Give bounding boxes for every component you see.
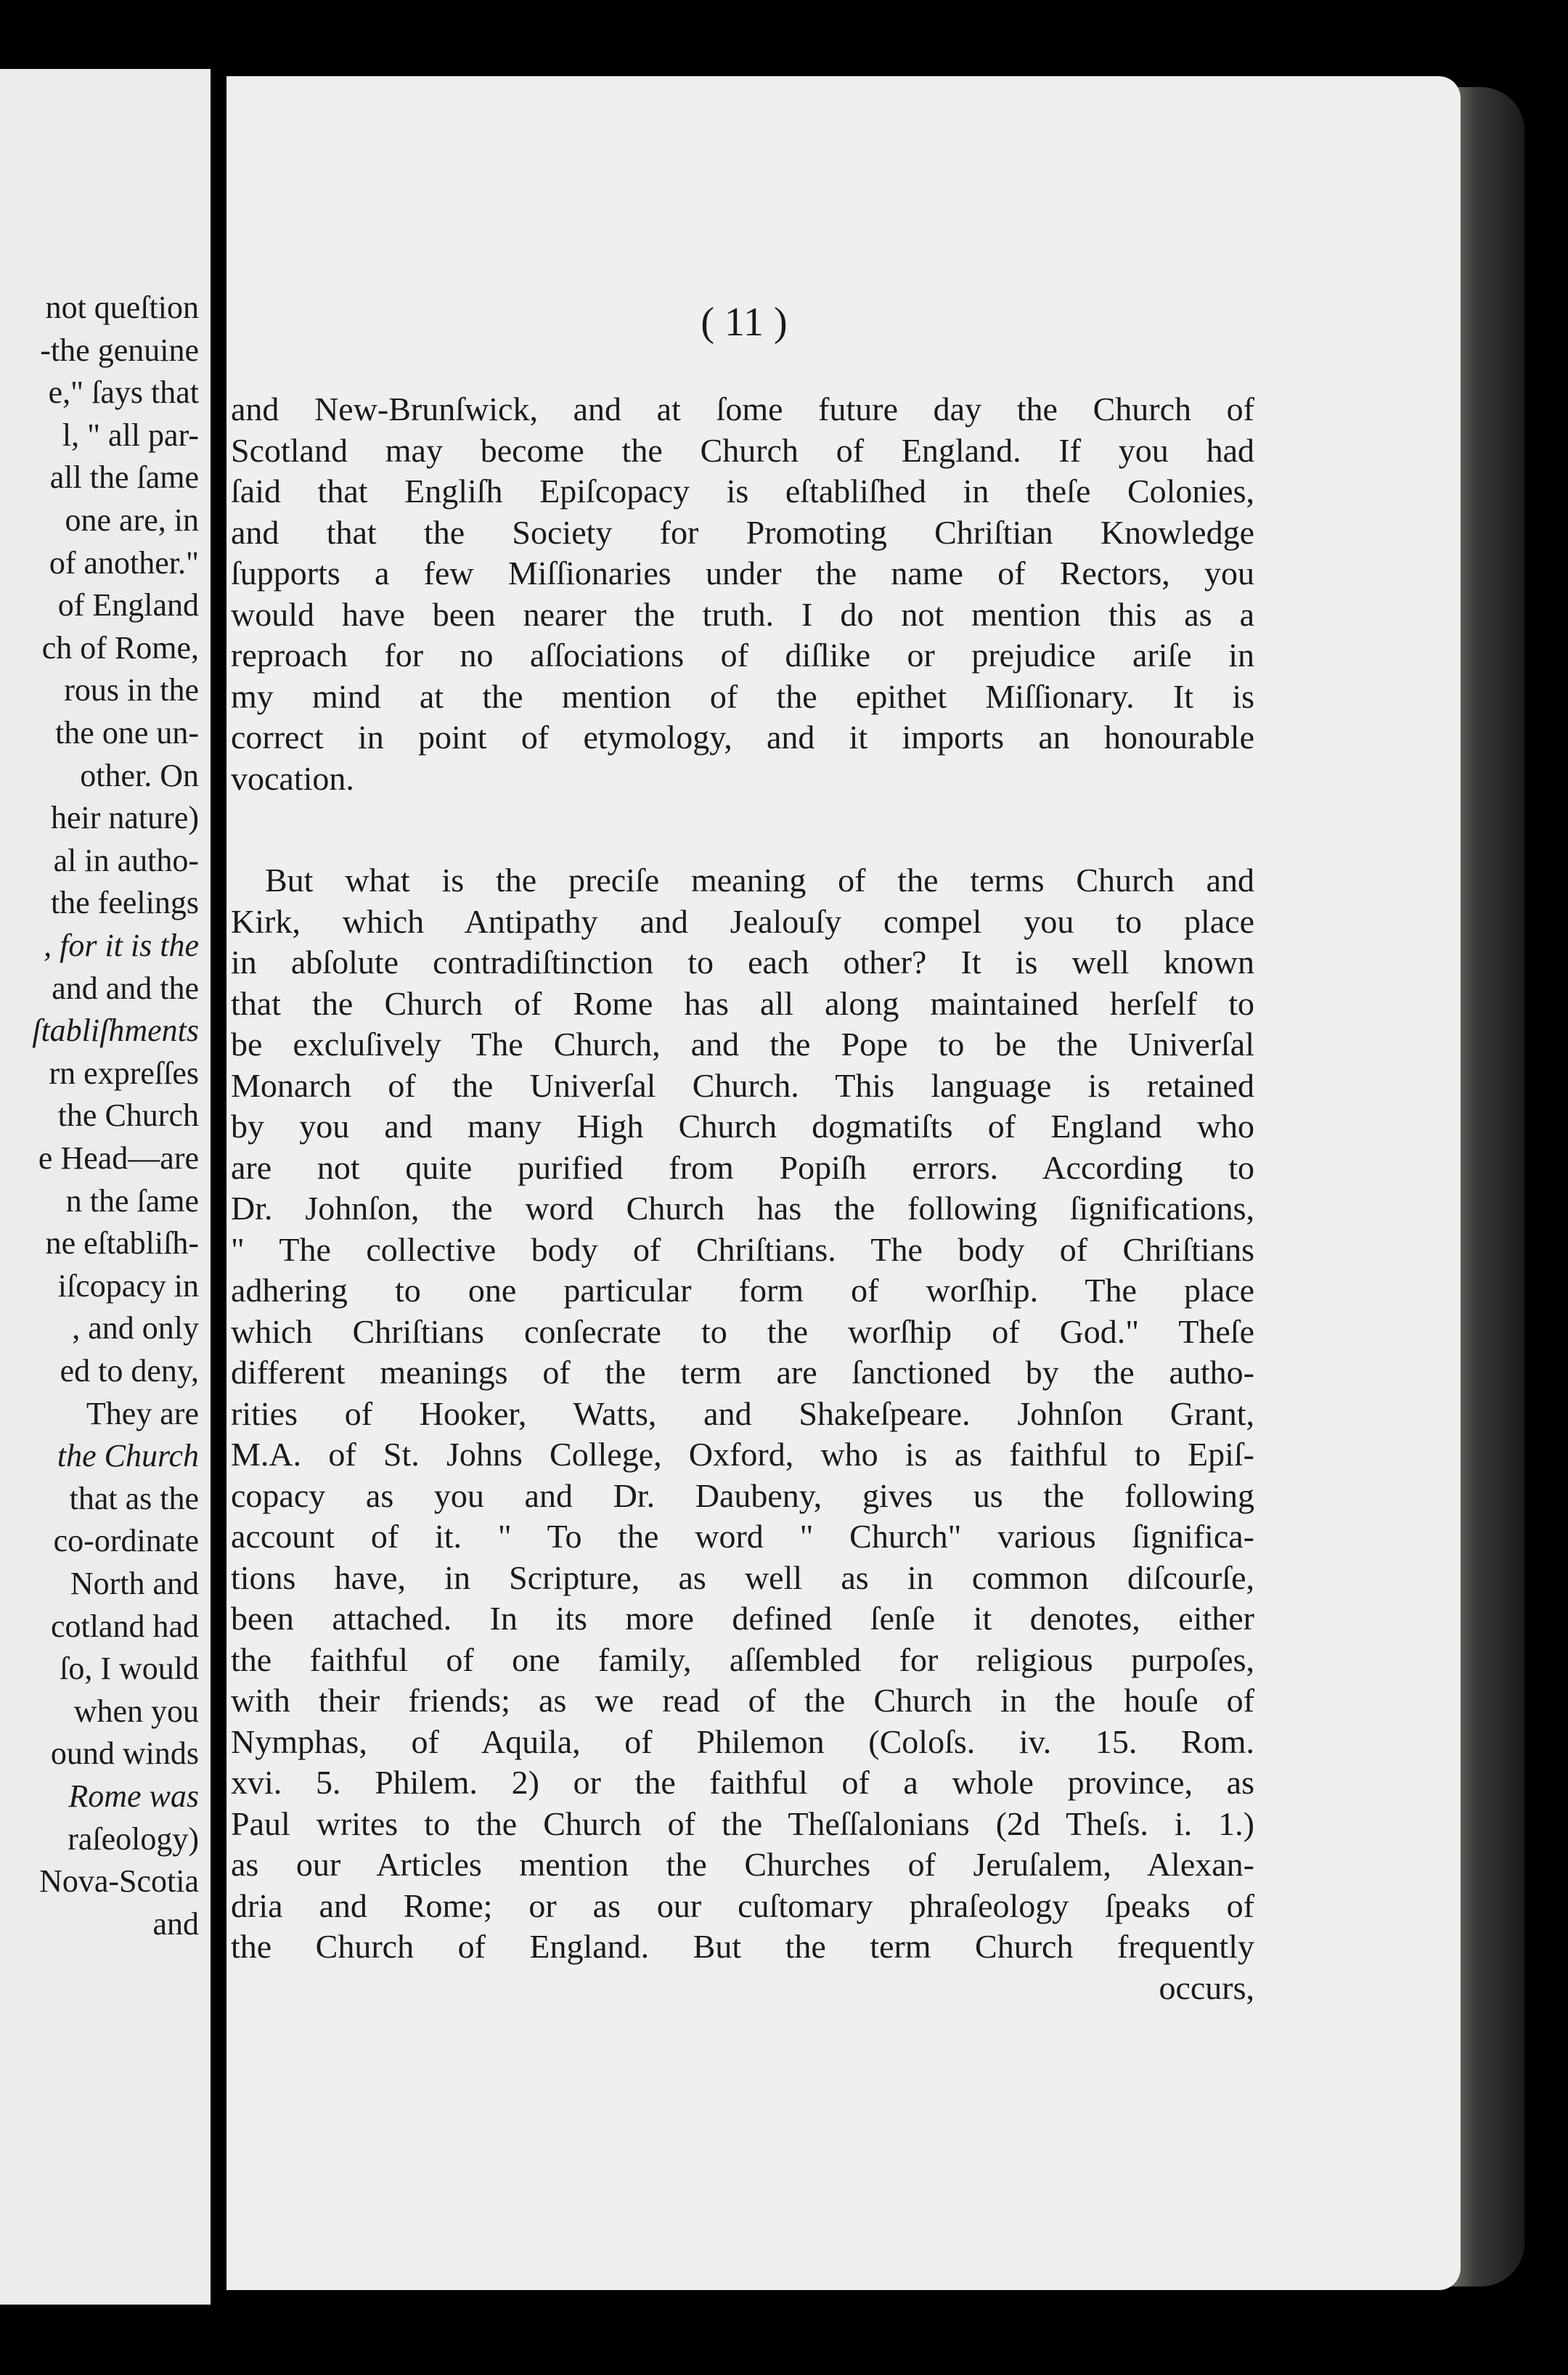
left-page-line: l, " all par- (62, 417, 199, 453)
body-text-line: my mind at the mention of the epithet Miſſionary. It is (231, 677, 1254, 715)
left-page-line: -the genuine (40, 332, 199, 368)
page-number-header: ( 11 ) (701, 300, 788, 345)
body-text-line: copacy as you and Dr. Daubeny, gives us the following (231, 1476, 1254, 1514)
left-page-line: ne eſtabliſh- (45, 1225, 199, 1262)
body-text-line: ſupports a few Miſſionaries under the name of Rectors, you (231, 555, 1254, 592)
left-page-line: ch of Rome, (41, 629, 199, 666)
left-page-line: cotland had (50, 1608, 199, 1644)
body-text-line: are not quite purified from Popiſh errors. According to (231, 1148, 1254, 1186)
body-text-line: and New-Brunſwick, and at ſome future day the Church of (231, 391, 1254, 428)
body-text-line: ſaid that Engliſh Epiſcopacy is eſtabliſhed in theſe Colonies, (231, 473, 1254, 510)
body-text-line: reproach for no aſſociations of diſlike or prejudice ariſe in (231, 637, 1254, 674)
left-page-line: They are (86, 1395, 199, 1431)
left-page-line: all the ſame (49, 459, 199, 496)
left-page-line: the Church (57, 1097, 199, 1134)
left-page-line: , and only (72, 1310, 199, 1346)
left-page-line: , for it is the (44, 928, 199, 963)
left-page-line: ſo, I would (60, 1651, 199, 1687)
left-page-line: e," ſays that (48, 375, 199, 411)
body-text-line: account of it. " To the word " Church" various ſignifica- (231, 1518, 1254, 1555)
left-page-line: iſcopacy in (57, 1267, 199, 1304)
body-text-line: Scotland may become the Church of England. If you had (231, 431, 1254, 469)
body-text-line: vocation. (231, 759, 354, 797)
body-text-line: correct in point of etymology, and it imports an honourable (231, 719, 1254, 756)
body-text-line: that the Church of Rome has all along maintained herſelf to (231, 984, 1254, 1022)
body-text-line: occurs, (1159, 1969, 1254, 2006)
body-text-line: M.A. of St. Johns College, Oxford, who is as faithful to Epiſ- (231, 1436, 1254, 1473)
body-text-line: " The collective body of Chriſtians. The body of Chriſtians (231, 1230, 1254, 1268)
left-page-line: not queſtion (45, 290, 199, 325)
body-text-line: adhering to one particular form of worſhip. The place (231, 1272, 1254, 1309)
left-page-line: ſtabliſhments (32, 1013, 199, 1049)
left-page-line: when you (73, 1693, 199, 1729)
left-page-line: of another." (49, 544, 199, 581)
body-text-line: the Church of England. But the term Church frequently (231, 1928, 1254, 1965)
body-text-line: been attached. In its more defined ſenſe it denotes, either (231, 1600, 1254, 1637)
left-page-line: of England (57, 587, 199, 624)
left-page-line: heir nature) (51, 800, 199, 836)
left-page-line: Rome was (68, 1778, 199, 1814)
left-page-line: rous in the (64, 672, 199, 708)
body-text-line: with their friends; as we read of the Church in the houſe of (231, 1682, 1254, 1719)
body-text-line: by you and many High Church dogmatiſts of England who (231, 1108, 1254, 1145)
left-page-line: one are, in (65, 502, 199, 538)
left-page-line: raſeology) (68, 1820, 199, 1857)
body-text-line: xvi. 5. Philem. 2) or the faithful of a whole province, as (231, 1764, 1254, 1801)
body-text-line: would have been nearer the truth. I do not mention this as a (231, 595, 1254, 633)
left-page-line: n the ſame (65, 1182, 199, 1219)
left-page-line: co-ordinate (53, 1523, 199, 1559)
left-page-line: the Church (57, 1438, 199, 1474)
body-text-line: Kirk, which Antipathy and Jealouſy compel you to place (231, 902, 1254, 940)
left-page-line: and and the (52, 970, 199, 1006)
left-page-line: North and (70, 1566, 199, 1601)
left-page-line: al in autho- (53, 842, 199, 878)
left-page-line: ed to deny, (60, 1353, 199, 1389)
body-text-line: be excluſively The Church, and the Pope to be the Univerſal (231, 1026, 1254, 1063)
left-page (0, 69, 211, 2305)
left-page-line: other. On (80, 757, 199, 793)
body-text-line: the faithful of one family, aſſembled for religious purpoſes, (231, 1640, 1254, 1678)
left-page-line: rn expreſſes (49, 1055, 199, 1091)
left-page-line: the one un- (55, 715, 199, 751)
body-text-line: tions have, in Scripture, as well as in common diſcourſe, (231, 1558, 1254, 1596)
body-text-line: different meanings of the term are ſanctioned by the autho- (231, 1354, 1254, 1391)
body-text-line: and that the Society for Promoting Chriſtian Knowledge (231, 513, 1254, 551)
left-page-line: Nova-Scotia (39, 1863, 199, 1900)
body-text-line: as our Articles mention the Churches of Jeruſalem, Alexan- (231, 1846, 1254, 1883)
left-page-line: the feelings (50, 885, 199, 921)
body-text-line: rities of Hooker, Watts, and Shakeſpeare. Johnſon Grant, (231, 1394, 1254, 1432)
body-text-line: Dr. Johnſon, the word Church has the following ſignifications, (231, 1190, 1254, 1227)
left-page-line: e Head—are (38, 1140, 199, 1176)
left-page-line: and (152, 1905, 199, 1942)
body-text-line: But what is the preciſe meaning of the terms Church and (265, 862, 1254, 899)
body-text-line: which Chriſtians conſecrate to the worſhip of God." Theſe (231, 1312, 1254, 1350)
body-text-line: dria and Rome; or as our cuſtomary phraſeology ſpeaks of (231, 1886, 1254, 1924)
body-text-line: Monarch of the Univerſal Church. This language is retained (231, 1066, 1254, 1104)
left-page-line: that as the (69, 1480, 199, 1516)
body-text-line: Nymphas, of Aquila, of Philemon (Coloſs. iv. 15. Rom. (231, 1722, 1254, 1760)
body-text-line: in abſolute contradiſtinction to each other? It is well known (231, 944, 1254, 981)
spine-divider (211, 69, 226, 2305)
body-text-line: Paul writes to the Church of the Theſſalonians (2d Theſs. i. 1.) (231, 1804, 1254, 1842)
left-page-line: ound winds (50, 1736, 199, 1772)
